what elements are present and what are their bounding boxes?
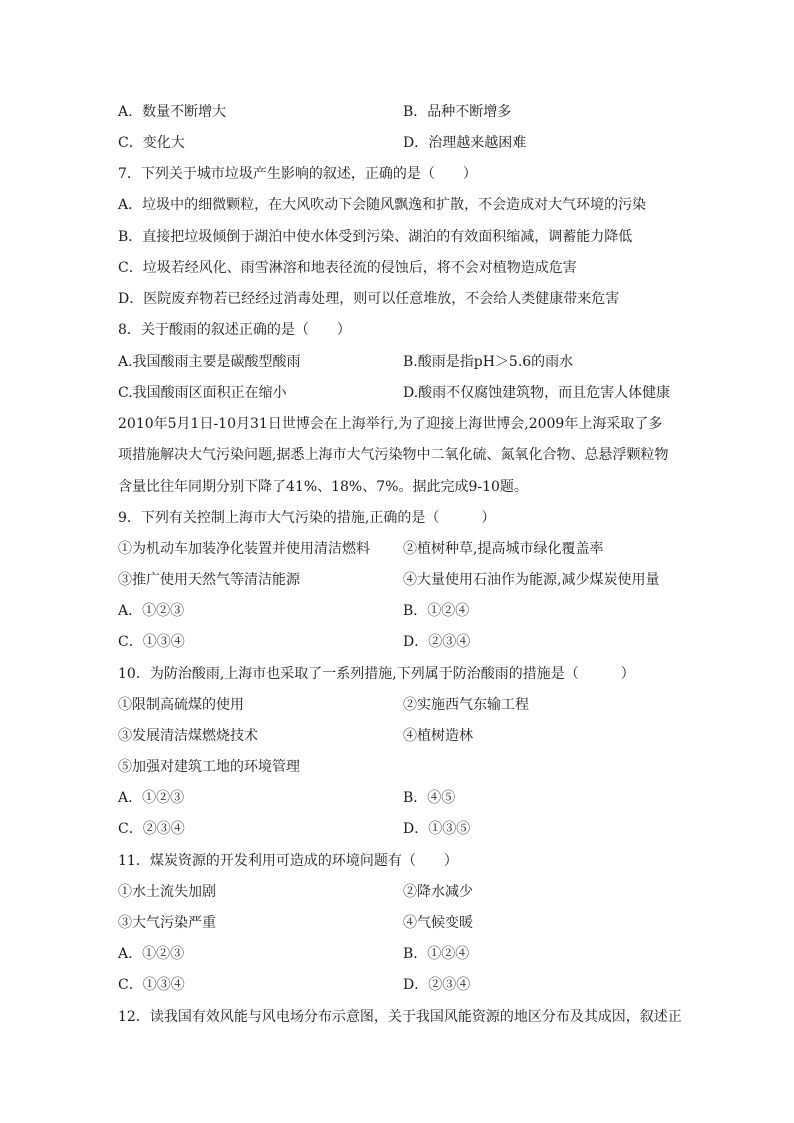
- q11-stem: 11．煤炭资源的开发利用可造成的环境问题有（ ）: [118, 853, 458, 869]
- q10-item-2: ②实施西气东输工程: [403, 697, 529, 713]
- q9-item-4: ④大量使用石油作为能源,减少煤炭使用量: [403, 572, 660, 588]
- q10-item-1: ①限制高硫煤的使用: [118, 697, 244, 713]
- q9-option-c: C．①③④: [118, 634, 185, 650]
- q11-item-1: ①水土流失加剧: [118, 884, 216, 900]
- q11-item-2: ②降水减少: [403, 884, 473, 900]
- q11-option-c: C．①③④: [118, 977, 185, 993]
- q11-option-b: B．①②④: [403, 946, 470, 962]
- q9-item-2: ②植树种草,提高城市绿化覆盖率: [403, 541, 604, 557]
- q10-option-b: B．④⑤: [403, 790, 456, 806]
- q8-option-d: D.酸雨不仅腐蚀建筑物，而且危害人体健康: [403, 385, 671, 401]
- q7-option-b: B．直接把垃圾倾倒于湖泊中使水体受到污染、湖泊的有效面积缩减，调蓄能力降低: [118, 229, 633, 245]
- passage-line-1: 2010年5月1日-10月31日世博会在上海举行,为了迎接上海世博会,2009年上海采取了多: [118, 416, 663, 432]
- q8-option-c: C.我国酸雨区面积正在缩小: [118, 385, 287, 401]
- q7-option-a: A．垃圾中的细微颗粒，在大风吹动下会随风飘逸和扩散，不会造成对大气环境的污染: [118, 197, 647, 213]
- q8-option-b: B.酸雨是指pH＞5.6的雨水: [403, 354, 574, 370]
- q6-option-a: A．数量不断增大: [118, 104, 227, 120]
- q10-item-3: ③发展清洁煤燃烧技术: [118, 728, 258, 744]
- q8-option-a: A.我国酸雨主要是碳酸型酸雨: [118, 354, 301, 370]
- q11-option-a: A．①②③: [118, 946, 185, 962]
- q10-item-4: ④植树造林: [403, 728, 473, 744]
- q10-option-a: A．①②③: [118, 790, 185, 806]
- q9-stem: 9．下列有关控制上海市大气污染的措施,正确的是（ ）: [118, 510, 496, 526]
- q9-item-1: ①为机动车加装净化装置并使用清洁燃料: [118, 541, 370, 557]
- q9-option-d: D．②③④: [403, 634, 471, 650]
- q11-item-4: ④气候变暖: [403, 915, 473, 931]
- q7-option-d: D．医院废弃物若已经经过消毒处理，则可以任意堆放，不会给人类健康带来危害: [118, 291, 620, 307]
- q6-option-b: B．品种不断增多: [403, 104, 512, 120]
- q11-option-d: D．②③④: [403, 977, 471, 993]
- q6-option-c: C．变化大: [118, 135, 185, 151]
- q9-option-b: B．①②④: [403, 603, 470, 619]
- q8-stem: 8．关于酸雨的叙述正确的是（ ）: [118, 322, 351, 338]
- q7-stem: 7．下列关于城市垃圾产生影响的叙述，正确的是（ ）: [118, 166, 477, 182]
- q11-item-3: ③大气污染严重: [118, 915, 216, 931]
- q10-option-d: D．①③⑤: [403, 821, 471, 837]
- q12-stem: 12．读我国有效风能与风电场分布示意图，关于我国风能资源的地区分布及其成因，叙述正: [118, 1009, 682, 1025]
- passage-line-2: 项措施解决大气污染问题,据悉上海市大气污染物中二氧化硫、氮氧化合物、总悬浮颗粒物: [118, 447, 669, 463]
- q10-item-5: ⑤加强对建筑工地的环境管理: [118, 759, 300, 775]
- passage-line-3: 含量比往年同期分别下降了41%、18%、7%。据此完成9-10题。: [118, 479, 528, 495]
- q6-option-d: D．治理越来越困难: [403, 135, 527, 151]
- q10-stem: 10．为防治酸雨,上海市也采取了一系列措施,下列属于防治酸雨的措施是（ ）: [118, 666, 635, 682]
- q9-item-3: ③推广使用天然气等清洁能源: [118, 572, 300, 588]
- q10-option-c: C．②③④: [118, 821, 185, 837]
- q9-option-a: A．①②③: [118, 603, 185, 619]
- q7-option-c: C．垃圾若经风化、雨雪淋溶和地表径流的侵蚀后，将不会对植物造成危害: [118, 260, 577, 276]
